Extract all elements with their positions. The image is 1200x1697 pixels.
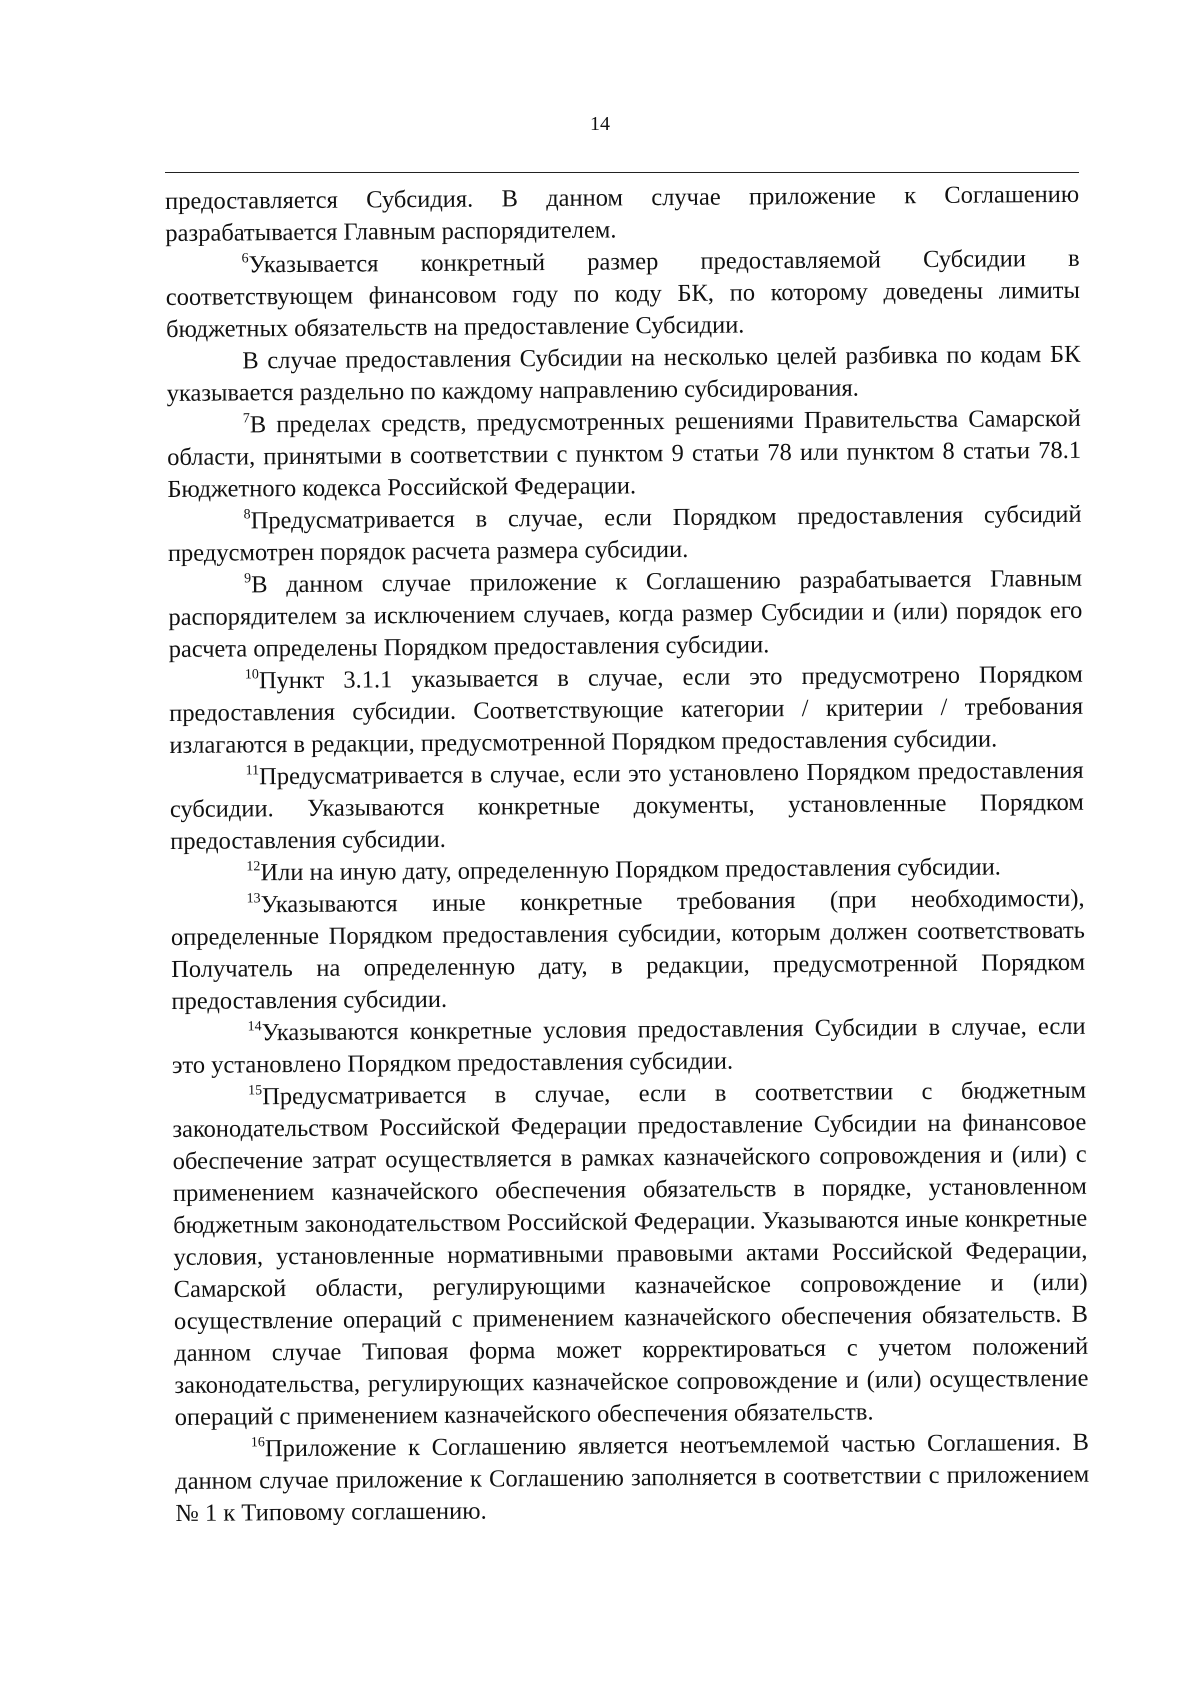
footnote-paragraph: [170, 755, 1085, 858]
footnote-text: В данном случае приложение к Соглашению разрабатывается Главным распорядителем за исключением случаев, когда размер Субсидии и (или) порядок его расчета определены Порядком предоставления субсидии.: [168, 564, 1083, 663]
footnote-paragraph: [172, 1075, 1089, 1434]
footnote-paragraph: [166, 339, 1080, 410]
footnote-marker: 16: [250, 1435, 265, 1451]
footnote-marker: 13: [246, 891, 261, 907]
footnote-text: Предусматривается в случае, если в соответствии с бюджетным законодательством Российской Федерации предоставление Субсидии на финансовое обеспечение затрат осуществляется в рамках казначейского сопровождения и (или) с применением казначейского обеспечения обязательств в порядке, установленном бюджетным законодательством Российской Федерации. Указываются иные конкретные условия, установленные нормативными правовыми актами Российской Федерации, Самарской области, регулирующими казначейское сопровождение и (или) осуществление операций с применением казначейского обеспечения обязательств. В данном случае Типовая форма может корректироваться с учетом положений законодательства, регулирующих казначейское сопровождение и (или) осуществление операций с применением казначейского обеспечения обязательств.: [172, 1076, 1089, 1431]
footnote-separator-line: [165, 172, 1079, 173]
footnote-text: Предусматривается в случае, если Порядком предоставления субсидий предусмотрен порядок расчета размера субсидии.: [167, 500, 1082, 567]
footnote-text: Указывается конкретный размер предоставляемой Субсидии в соответствующем финансовом году по коду БК, по которому доведены лимиты бюджетных обязательств на предоставление Субсидии.: [165, 244, 1080, 343]
footnote-paragraph: [172, 1011, 1086, 1082]
footnote-paragraph: [166, 243, 1081, 346]
footnote-paragraph: [167, 403, 1082, 506]
footnote-marker: 12: [246, 859, 261, 875]
footnote-text: Приложение к Соглашению является неотъемлемой частью Соглашения. В данном случае приложение к Соглашению заполняется в соответствии с приложением № 1 к Типовому соглашению.: [175, 1428, 1090, 1527]
footnote-text: Указываются конкретные условия предоставления Субсидии в случае, если это установлено Порядком предоставления субсидии.: [171, 1012, 1086, 1079]
footnote-marker: 11: [245, 763, 260, 779]
footnote-marker: 10: [244, 667, 259, 683]
footnotes: [165, 179, 1090, 1530]
footnote-paragraph: [169, 659, 1084, 762]
footnote-text: Предусматривается в случае, если это установлено Порядком предоставления субсидии. Указываются конкретные документы, установленные Порядком предоставления субсидии.: [169, 756, 1084, 855]
footnote-text: В пределах средств, предусмотренных решениями Правительства Самарской области, принятыми в соответствии с пунктом 9 статьи 78 или пунктом 8 статьи 78.1 Бюджетного кодекса Российской Федерации.: [167, 404, 1082, 503]
footnote-text: Пункт 3.1.1 указывается в случае, если это предусмотрено Порядком предоставления субсидии. Соответствующие категории / критерии / требования излагаются в редакции, предусмотренной Порядком предоставления субсидии.: [169, 660, 1084, 759]
footnote-marker: 9: [244, 571, 252, 587]
footnote-text: Указываются иные конкретные требования (при необходимости), определенные Порядком предоставления субсидии, которым должен соответствовать Получатель на определенную дату, в редакции, предусмотренной Порядком предоставления субсидии.: [170, 884, 1086, 1015]
footnote-marker: 7: [242, 411, 250, 427]
footnote-text: предоставляется Субсидия. В данном случае приложение к Соглашению разрабатывается Главным распорядителем.: [165, 180, 1080, 247]
footnote-paragraph: [168, 499, 1082, 570]
page-number: 14: [590, 113, 610, 135]
footnote-text: В случае предоставления Субсидии на несколько целей разбивка по кодам БК указывается раздельно по каждому направлению субсидирования.: [166, 340, 1081, 407]
footnote-marker: 15: [248, 1083, 263, 1099]
footnote-marker: 8: [243, 507, 251, 523]
footnote-paragraph: [171, 883, 1086, 1018]
footnote-paragraph: [165, 179, 1079, 250]
footnote-paragraph: [175, 1427, 1090, 1530]
footnote-marker: 14: [247, 1019, 262, 1035]
footnote-marker: 6: [241, 251, 249, 267]
footnote-paragraph: [168, 563, 1083, 666]
footnote-text: Или на иную дату, определенную Порядком предоставления субсидии.: [260, 853, 1001, 887]
